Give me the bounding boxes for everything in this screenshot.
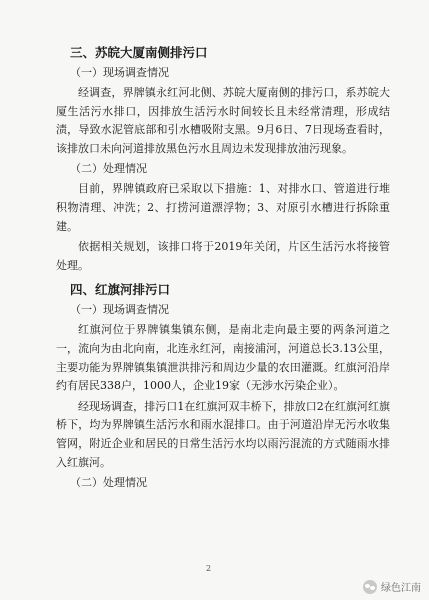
watermark [363,579,421,594]
section-4-heading: 四、红旗河排污口 [70,282,171,298]
section-4-subheading-2: （二）处理情况 [70,476,147,490]
document-body [56,44,390,492]
watermark-text: 绿色江南 [381,583,421,594]
section-3-subheading-2: （二）处理情况 [70,162,147,176]
section-3-paragraph-1: 经调查，界牌镇永红河北侧、苏皖大厦南侧的排污口，系苏皖大厦生活污水排口，因排放生活污水时间较长且未经常清理，形成结渍，导致水泥管底部和引水槽吸附支黑。9月6日、7日现场查看时，该排放口未向河道排放黑色污水且周边未发现排放油污现象。 [56,86,390,155]
section-3-paragraph-2: 目前，界牌镇政府已采取以下措施：1、对排水口、管道进行堆积物清理、冲洗；2、打捞河道漂浮物；3、对原引水槽进行拆除重建。 [56,182,390,233]
section-3-paragraph-3: 依据相关规划，该排口将于2019年关闭，片区生活污水将接管处理。 [56,240,390,272]
section-4-subheading-1: （一）现场调查情况 [70,303,169,317]
page-number: 2 [206,564,212,573]
section-3-subheading-1: （一）现场调查情况 [70,66,169,79]
section-4-paragraph-1: 红旗河位于界牌镇集镇东侧，是南北走向最主要的两条河道之一，流向为由北向南，北连永红河，南接浦河，河道总长3.13公里，主要功能为界牌镇集镇泄洪排污和周边少量的农田灌溉。红旗河沿岸约有居民338户，1000人，企业19家（无涉水污染企业）。 [56,323,390,393]
wechat-icon [363,580,377,594]
section-4-paragraph-2: 经现场调查，排污口1在红旗河双丰桥下，排放口2在红旗河红旗桥下，均为界牌镇生活污水和雨水混排口。由于河道沿岸无污水收集管网，附近企业和居民的日常生活污水均以雨污混流的方式随雨水排入红旗河。 [56,399,390,469]
section-3-heading: 三、苏皖大厦南侧排污口 [70,45,208,60]
